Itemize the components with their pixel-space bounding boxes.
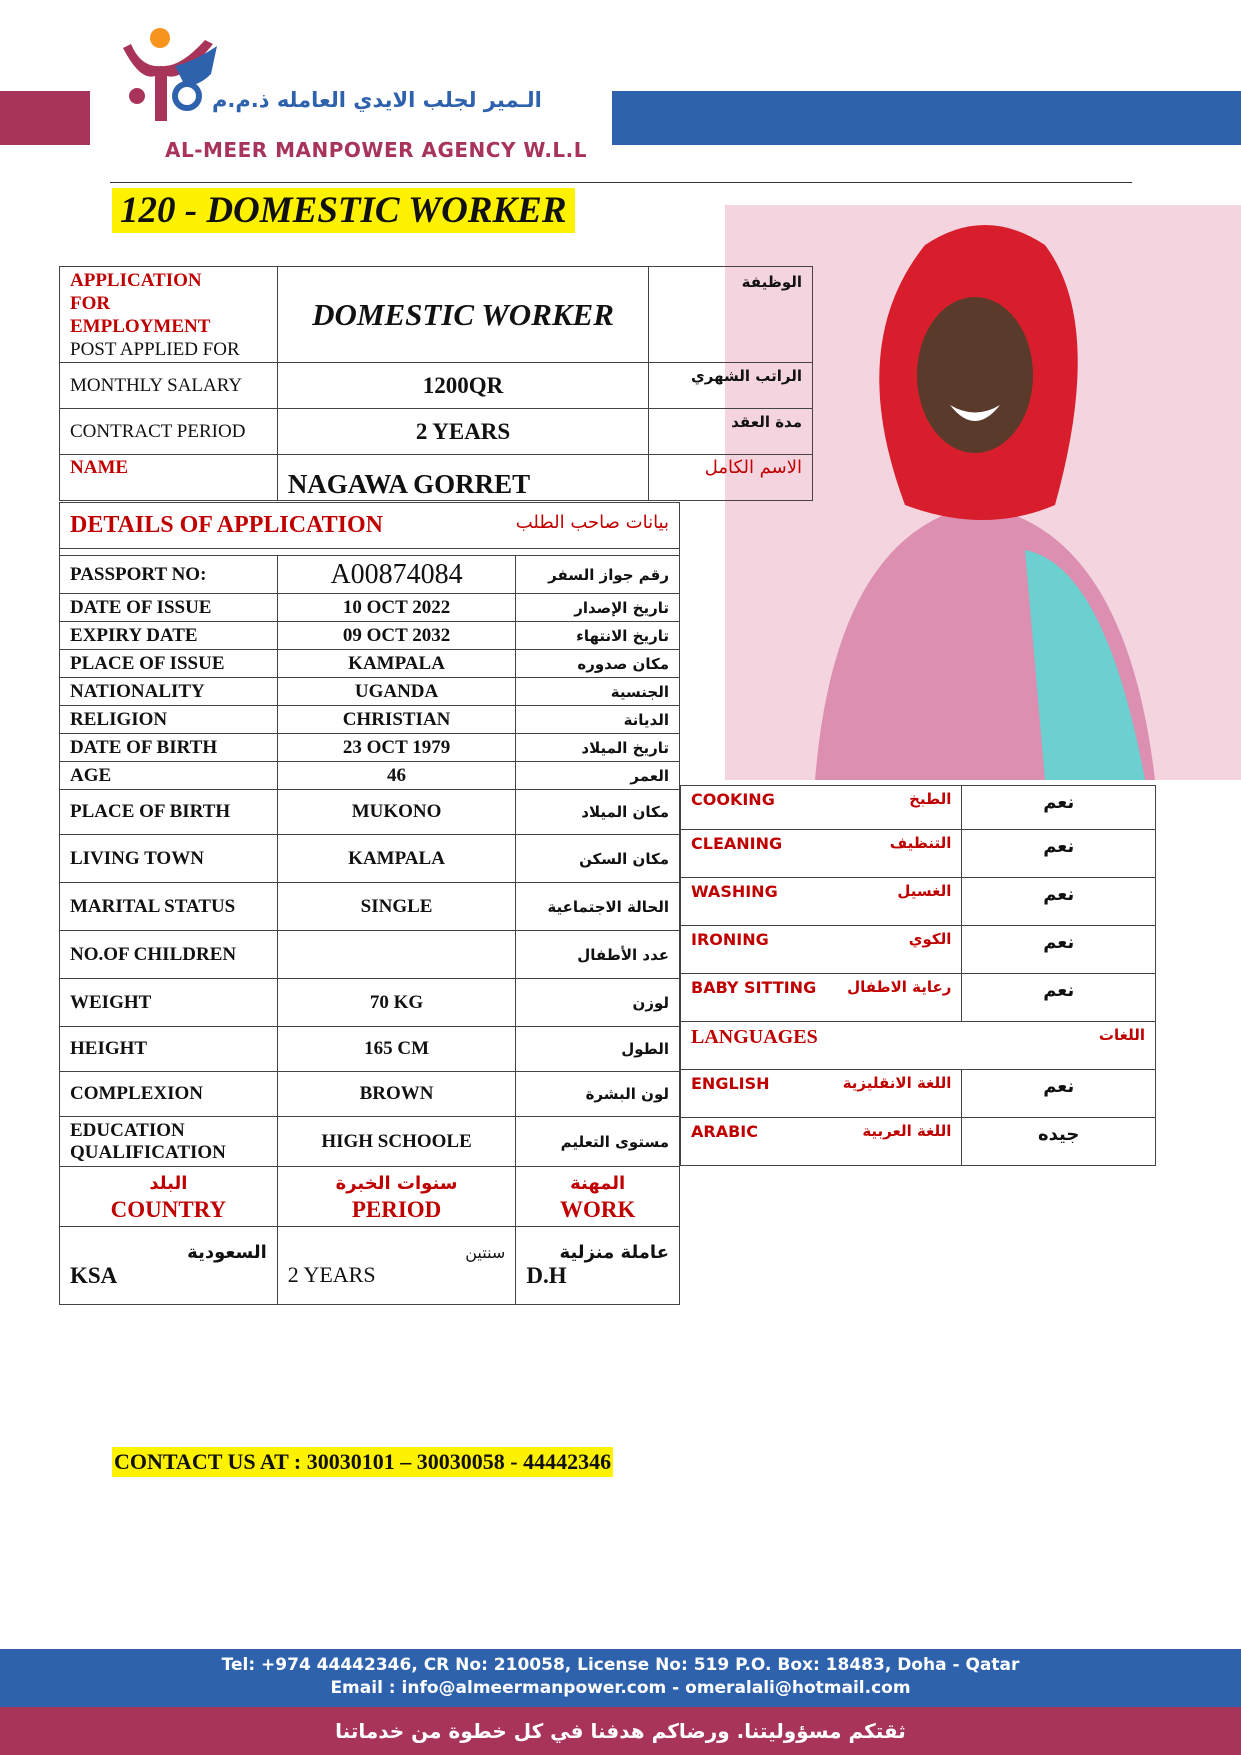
footer-contact-bar: [0, 1649, 1241, 1707]
salary-value: 1200QR: [277, 363, 648, 409]
language-value: جيده: [962, 1118, 1156, 1166]
detail-row: [60, 594, 680, 622]
experience-row: [60, 1227, 680, 1305]
skill-row: [681, 830, 1156, 878]
detail-value: 09 OCT 2032: [277, 622, 516, 650]
details-spacer: [60, 549, 680, 556]
detail-value: 10 OCT 2022: [277, 594, 516, 622]
detail-row: [60, 734, 680, 762]
detail-row: [60, 835, 680, 883]
detail-row: [60, 1117, 680, 1167]
salary-row: [60, 363, 813, 409]
name-ar: الاسم الكامل: [649, 455, 813, 501]
skill-value: نعم: [962, 974, 1156, 1022]
detail-value: KAMPALA: [277, 650, 516, 678]
detail-ar: مكان صدوره: [516, 650, 680, 678]
page-title: 120 - DOMESTIC WORKER: [112, 188, 575, 233]
skill-ar: التنظيف: [889, 834, 952, 852]
skill-label: COOKING: [691, 790, 775, 809]
exp-period-ar: سنتين: [465, 1243, 506, 1262]
agency-logo-icon: [115, 26, 225, 131]
languages-heading-cell: [681, 1022, 1156, 1070]
details-spacer-cell: [60, 549, 680, 556]
detail-label: MARITAL STATUS: [60, 883, 278, 931]
app-label-line3: EMPLOYMENT: [70, 315, 211, 337]
detail-ar: تاريخ الانتهاء: [516, 622, 680, 650]
exp-work: D.H: [526, 1263, 567, 1288]
exp-period-cell: [277, 1227, 516, 1305]
detail-label: EXPIRY DATE: [60, 622, 278, 650]
post-value: DOMESTIC WORKER: [277, 267, 648, 363]
detail-ar: الحالة الاجتماعية: [516, 883, 680, 931]
skill-rows: [681, 786, 1156, 1022]
language-rows: [681, 1070, 1156, 1166]
detail-row: [60, 790, 680, 835]
app-label-line1: APPLICATION: [70, 269, 202, 291]
detail-label: HEIGHT: [60, 1027, 278, 1072]
detail-row: [60, 622, 680, 650]
detail-value: MUKONO: [277, 790, 516, 835]
salary-ar: الراتب الشهري: [649, 363, 813, 409]
skill-ar: الطبخ: [909, 790, 952, 808]
exp-country-cell: [60, 1227, 278, 1305]
details-heading-cell: [60, 503, 680, 549]
details-heading-ar: بيانات صاحب الطلب: [515, 512, 669, 533]
header-rule: [110, 182, 1132, 183]
detail-value: 70 KG: [277, 979, 516, 1027]
skill-label: IRONING: [691, 930, 769, 949]
detail-ar: مكان السكن: [516, 835, 680, 883]
detail-row: [60, 556, 680, 594]
detail-ar: مكان الميلاد: [516, 790, 680, 835]
detail-row: [60, 706, 680, 734]
detail-row: [60, 931, 680, 979]
skill-ar: الكوي: [908, 930, 952, 948]
detail-label: PLACE OF ISSUE: [60, 650, 278, 678]
post-ar: الوظيفة: [649, 267, 813, 363]
details-heading: DETAILS OF APPLICATION: [70, 512, 383, 538]
details-rows: [60, 556, 680, 1167]
language-ar: اللغة العربية: [862, 1122, 952, 1140]
footer-line2: Email : info@almeermanpower.com - omeralali@hotmail.com: [330, 1678, 911, 1698]
detail-value: 23 OCT 1979: [277, 734, 516, 762]
detail-ar: الطول: [516, 1027, 680, 1072]
detail-ar: رقم جواز السفر: [516, 556, 680, 594]
contact-line: CONTACT US AT : 30030101 – 30030058 - 44442346: [112, 1447, 613, 1477]
detail-value: A00874084: [277, 556, 516, 594]
detail-label: RELIGION: [60, 706, 278, 734]
detail-label: PLACE OF BIRTH: [60, 790, 278, 835]
contract-ar: مدة العقد: [649, 409, 813, 455]
skill-ar: رعاية الاطفال: [847, 978, 952, 996]
application-table: [59, 266, 813, 501]
details-heading-row: [60, 503, 680, 549]
header-bar-left: [0, 91, 90, 145]
detail-value: CHRISTIAN: [277, 706, 516, 734]
language-row: [681, 1118, 1156, 1166]
detail-label: DATE OF ISSUE: [60, 594, 278, 622]
detail-value: KAMPALA: [277, 835, 516, 883]
skill-label-cell: [681, 830, 962, 878]
period-header: [277, 1167, 516, 1227]
detail-row: [60, 678, 680, 706]
work-header: [516, 1167, 680, 1227]
skill-value: نعم: [962, 926, 1156, 974]
detail-value: BROWN: [277, 1072, 516, 1117]
exp-work-cell: [516, 1227, 680, 1305]
skill-row: [681, 878, 1156, 926]
detail-label: EDUCATION QUALIFICATION: [60, 1117, 278, 1167]
language-row: [681, 1070, 1156, 1118]
exp-country: KSA: [70, 1263, 118, 1288]
detail-row: [60, 979, 680, 1027]
detail-label: NO.OF CHILDREN: [60, 931, 278, 979]
experience-header-row: [60, 1167, 680, 1227]
detail-label: LIVING TOWN: [60, 835, 278, 883]
country-header: [60, 1167, 278, 1227]
skill-label: WASHING: [691, 882, 778, 901]
skill-ar: الغسيل: [897, 882, 952, 900]
salary-label: MONTHLY SALARY: [60, 363, 278, 409]
detail-ar: مستوى التعليم: [516, 1117, 680, 1167]
exp-period: 2 YEARS: [287, 1262, 376, 1287]
detail-ar: الديانة: [516, 706, 680, 734]
language-ar: اللغة الانقليزية: [842, 1074, 952, 1092]
detail-ar: العمر: [516, 762, 680, 790]
detail-ar: عدد الأطفال: [516, 931, 680, 979]
contract-label: CONTRACT PERIOD: [60, 409, 278, 455]
languages-heading-row: [681, 1022, 1156, 1070]
country-header-en: COUNTRY: [110, 1196, 227, 1222]
detail-label: COMPLEXION: [60, 1072, 278, 1117]
detail-ar: تاريخ الإصدار: [516, 594, 680, 622]
skill-label-cell: [681, 974, 962, 1022]
exp-country-ar: السعودية: [187, 1242, 267, 1263]
detail-ar: لوزن: [516, 979, 680, 1027]
period-header-en: PERIOD: [351, 1196, 442, 1222]
name-label: NAME: [60, 455, 278, 501]
detail-ar: الجنسية: [516, 678, 680, 706]
work-header-en: WORK: [559, 1196, 636, 1222]
language-value: نعم: [962, 1070, 1156, 1118]
detail-label: NATIONALITY: [60, 678, 278, 706]
detail-label: PASSPORT NO:: [60, 556, 278, 594]
detail-row: [60, 650, 680, 678]
detail-value: SINGLE: [277, 883, 516, 931]
detail-ar: لون البشرة: [516, 1072, 680, 1117]
post-row: [60, 267, 813, 363]
skill-value: نعم: [962, 878, 1156, 926]
skill-label-cell: [681, 878, 962, 926]
period-header-ar: سنوات الخبرة: [335, 1172, 458, 1194]
skill-row: [681, 786, 1156, 830]
detail-ar: تاريخ الميلاد: [516, 734, 680, 762]
detail-row: [60, 762, 680, 790]
details-table: [59, 502, 680, 1305]
logo-english-text: AL-MEER MANPOWER AGENCY W.L.L: [165, 138, 588, 162]
skill-label: BABY SITTING: [691, 978, 817, 997]
language-label: ARABIC: [691, 1122, 758, 1141]
detail-label: WEIGHT: [60, 979, 278, 1027]
language-label-cell: [681, 1070, 962, 1118]
exp-work-ar: عاملة منزلية: [559, 1242, 669, 1263]
languages-heading: LANGUAGES: [691, 1026, 818, 1048]
languages-heading-ar: اللغات: [1098, 1026, 1145, 1044]
skill-value: نعم: [962, 786, 1156, 830]
skill-label-cell: [681, 926, 962, 974]
skill-label-cell: [681, 786, 962, 830]
detail-label: DATE OF BIRTH: [60, 734, 278, 762]
logo-arabic-text: الـمير لجلب الايدي العامله ذ.م.م: [212, 88, 542, 112]
detail-row: [60, 883, 680, 931]
detail-label: AGE: [60, 762, 278, 790]
language-label-cell: [681, 1118, 962, 1166]
work-header-ar: المهنة: [570, 1172, 626, 1194]
contract-row: [60, 409, 813, 455]
skill-label: CLEANING: [691, 834, 783, 853]
skills-table: [680, 785, 1156, 1166]
skill-value: نعم: [962, 830, 1156, 878]
skill-row: [681, 926, 1156, 974]
detail-value: UGANDA: [277, 678, 516, 706]
detail-value: [277, 931, 516, 979]
footer-line1: Tel: +974 44442346, CR No: 210058, License No: 519 P.O. Box: 18483, Doha - Qatar: [221, 1655, 1020, 1675]
language-label: ENGLISH: [691, 1074, 770, 1093]
detail-row: [60, 1027, 680, 1072]
detail-row: [60, 1072, 680, 1117]
app-label-line2: FOR: [70, 292, 111, 314]
detail-value: HIGH SCHOOLE: [277, 1117, 516, 1167]
name-row: [60, 455, 813, 501]
detail-value: 165 CM: [277, 1027, 516, 1072]
country-header-ar: البلد: [149, 1172, 188, 1194]
footer-slogan: ثقتكم مسؤوليتنا. ورضاكم هدفنا في كل خطوة من خدماتنا: [0, 1707, 1241, 1755]
contract-value: 2 YEARS: [277, 409, 648, 455]
post-label-cell: [60, 267, 278, 363]
detail-value: 46: [277, 762, 516, 790]
post-label: POST APPLIED FOR: [70, 338, 240, 360]
skill-row: [681, 974, 1156, 1022]
name-value: NAGAWA GORRET: [277, 455, 648, 501]
header-bar-right: [612, 91, 1241, 145]
